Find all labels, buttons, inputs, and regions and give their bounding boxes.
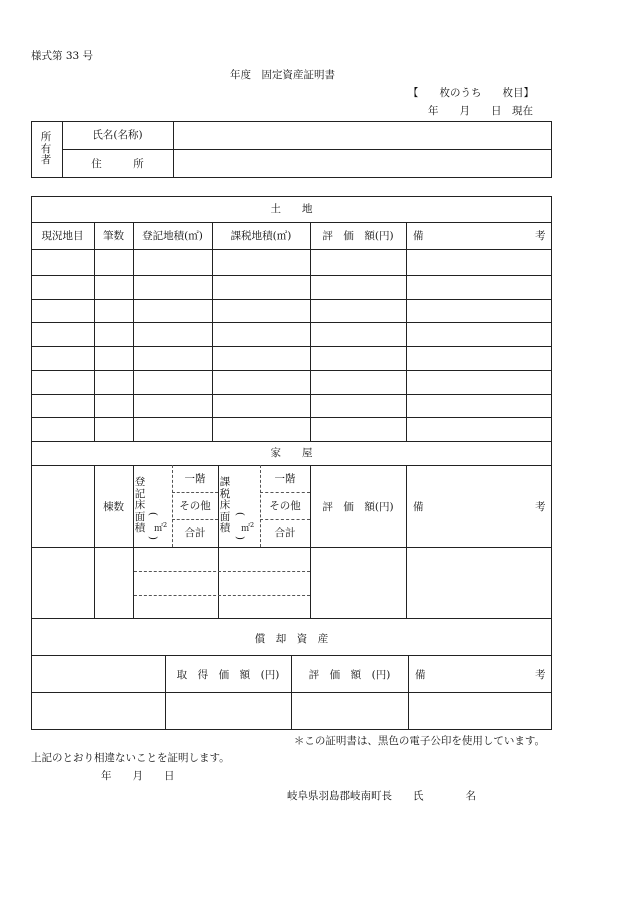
house-tax-other-floors: その他 <box>269 500 301 512</box>
house-tax-close-paren: ) <box>233 536 245 540</box>
land-header-parcel-count: 筆数 <box>103 230 124 242</box>
land-header-remarks-2: 考 <box>535 230 546 242</box>
signature-date: 年 月 日 <box>101 770 175 782</box>
document-title: 年度 固定資産証明書 <box>230 69 335 81</box>
house-reg-unit: ㎡$^2$ <box>154 521 168 534</box>
house-header-remarks-1: 備 <box>413 501 424 513</box>
land-header-taxable-area: 課税地積(㎡) <box>230 230 292 242</box>
house-reg-other-floors: その他 <box>179 500 211 512</box>
house-header-registered-floor-area: 登 記 床 面 積 <box>134 476 146 534</box>
depreciable-header-remarks-1: 備 <box>415 669 426 681</box>
house-tax-total: 合計 <box>274 527 296 539</box>
land-header-land-category: 現況地目 <box>41 230 84 242</box>
land-header-remarks-1: 備 <box>413 230 424 242</box>
house-reg-first-floor: 一階 <box>184 473 206 485</box>
house-header-assessed-value: 評 価 額(円) <box>322 501 394 513</box>
owner-name-value <box>174 122 551 149</box>
as-of-date: 年 月 日 現在 <box>428 105 533 117</box>
house-header-remarks-2: 考 <box>535 501 546 513</box>
depreciable-header-assessed-value: 評 価 額 (円) <box>308 669 391 681</box>
depreciable-header-acquisition-cost: 取 得 価 額 (円) <box>176 669 280 681</box>
depreciable-header-remarks-2: 考 <box>535 669 546 681</box>
land-header-registered-area: 登記地積(㎡) <box>142 230 203 242</box>
house-reg-open-paren: ( <box>146 512 158 516</box>
seal-note: ＊この証明書は、黒色の電子公印を使用しています。 <box>293 735 545 747</box>
house-tax-unit: ㎡$^2$ <box>241 521 255 534</box>
house-reg-close-paren: ) <box>146 536 158 540</box>
house-tax-first-floor: 一階 <box>274 473 296 485</box>
land-header-assessed-value: 評 価 額(円) <box>322 230 394 242</box>
land-section-title: 土 地 <box>270 203 313 215</box>
house-header-taxable-floor-area: 課 税 床 面 積 <box>219 476 231 534</box>
owner-address-value <box>174 150 551 177</box>
house-header-building-count: 棟数 <box>103 501 124 513</box>
owner-group-label: 所 有 者 <box>40 131 52 166</box>
house-tax-open-paren: ( <box>233 512 245 516</box>
house-section-title: 家 屋 <box>270 447 313 459</box>
form-number: 様式第 33 号 <box>31 50 94 62</box>
house-reg-total: 合計 <box>184 527 206 539</box>
owner-name-label: 氏名(名称) <box>92 129 143 141</box>
issuer-line: 岐阜県羽島郡岐南町長 氏 名 <box>287 790 476 802</box>
page-info: 【 枚のうち 枚目】 <box>408 87 534 99</box>
depreciable-section-title: 償 却 資 産 <box>254 633 329 645</box>
owner-address-label: 住 所 <box>91 158 144 170</box>
certification-text: 上記のとおり相違ないことを証明します。 <box>31 752 230 764</box>
